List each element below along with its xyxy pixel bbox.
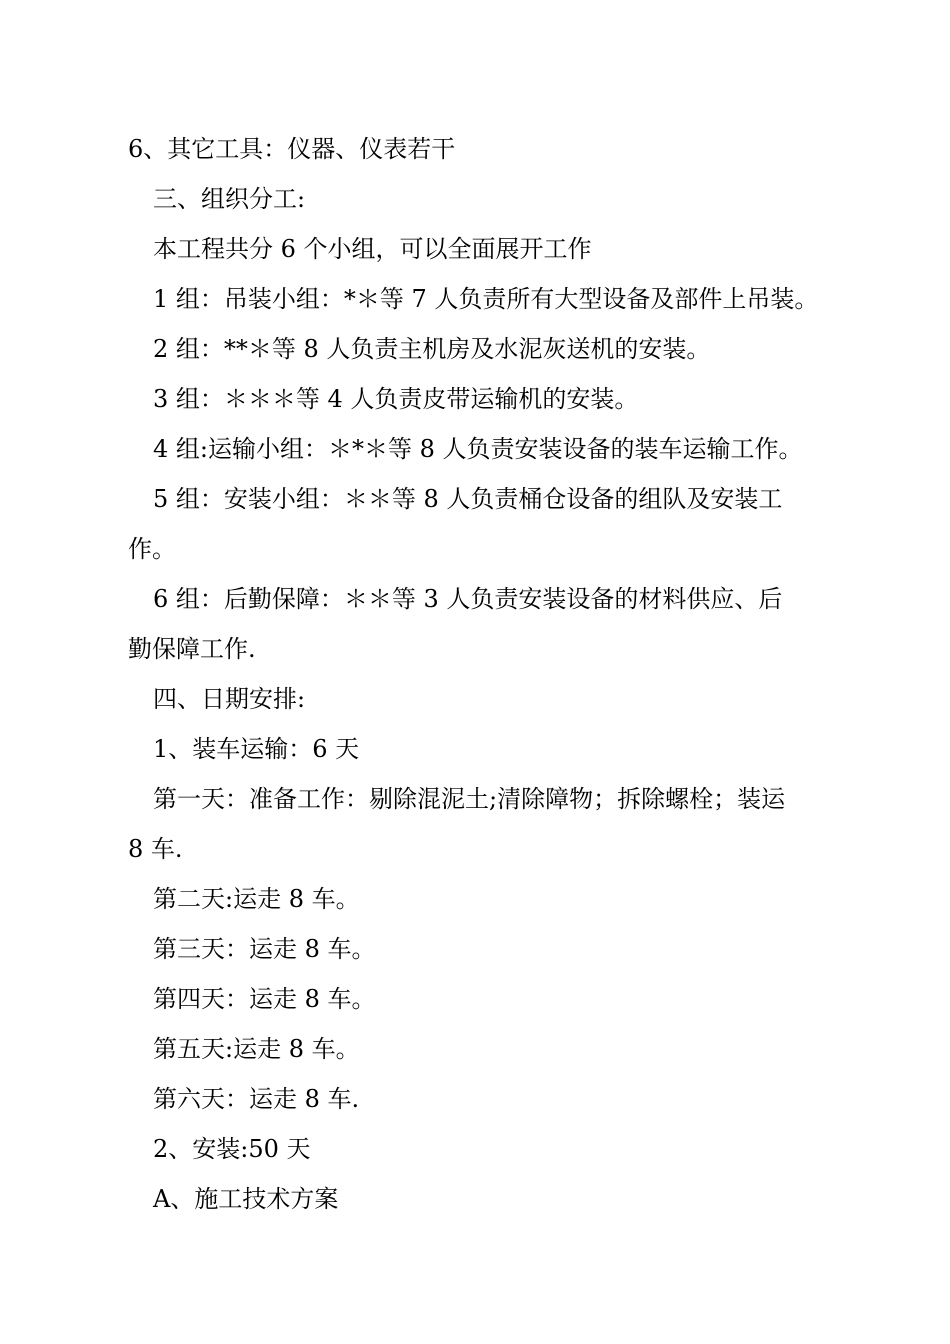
section-heading: 四、日期安排: [153, 685, 306, 713]
text-line: 第一天：准备工作：剔除混泥土;清除障物；拆除螺栓；装运 [153, 785, 786, 813]
text-line: 6、其它工具：仪器、仪表若干 [128, 135, 456, 163]
text-line: 2、安装:50 天 [153, 1135, 311, 1163]
text-line: 8 车. [128, 835, 183, 863]
text-line: 第五天:运走 8 车。 [153, 1035, 360, 1063]
text-line: 1、装车运输：6 天 [153, 735, 360, 763]
section-heading: 三、组织分工: [153, 185, 306, 213]
text-line: 本工程共分 6 个小组，可以全面展开工作 [153, 235, 592, 263]
text-line: 第三天：运走 8 车。 [153, 935, 376, 963]
text-line: 6 组：后勤保障：＊＊等 3 人负责安装设备的材料供应、后 [153, 585, 783, 613]
text-line: A、施工技术方案 [153, 1185, 339, 1213]
text-line: 勤保障工作. [128, 635, 256, 663]
text-line: 作。 [128, 535, 176, 563]
text-line: 第六天：运走 8 车. [153, 1085, 360, 1113]
text-line: 4 组:运输小组：＊*＊等 8 人负责安装设备的装车运输工作。 [153, 435, 803, 463]
text-line: 5 组：安装小组：＊＊等 8 人负责桶仓设备的组队及安装工 [153, 485, 783, 513]
text-line: 第二天:运走 8 车。 [153, 885, 360, 913]
text-line: 1 组：吊装小组：*＊等 7 人负责所有大型设备及部件上吊装。 [153, 285, 819, 313]
text-line: 第四天：运走 8 车。 [153, 985, 376, 1013]
document-body [128, 124, 828, 1224]
text-line: 3 组：＊＊＊等 4 人负责皮带运输机的安装。 [153, 385, 639, 413]
text-line: 2 组：**＊等 8 人负责主机房及水泥灰送机的安装。 [153, 335, 711, 363]
